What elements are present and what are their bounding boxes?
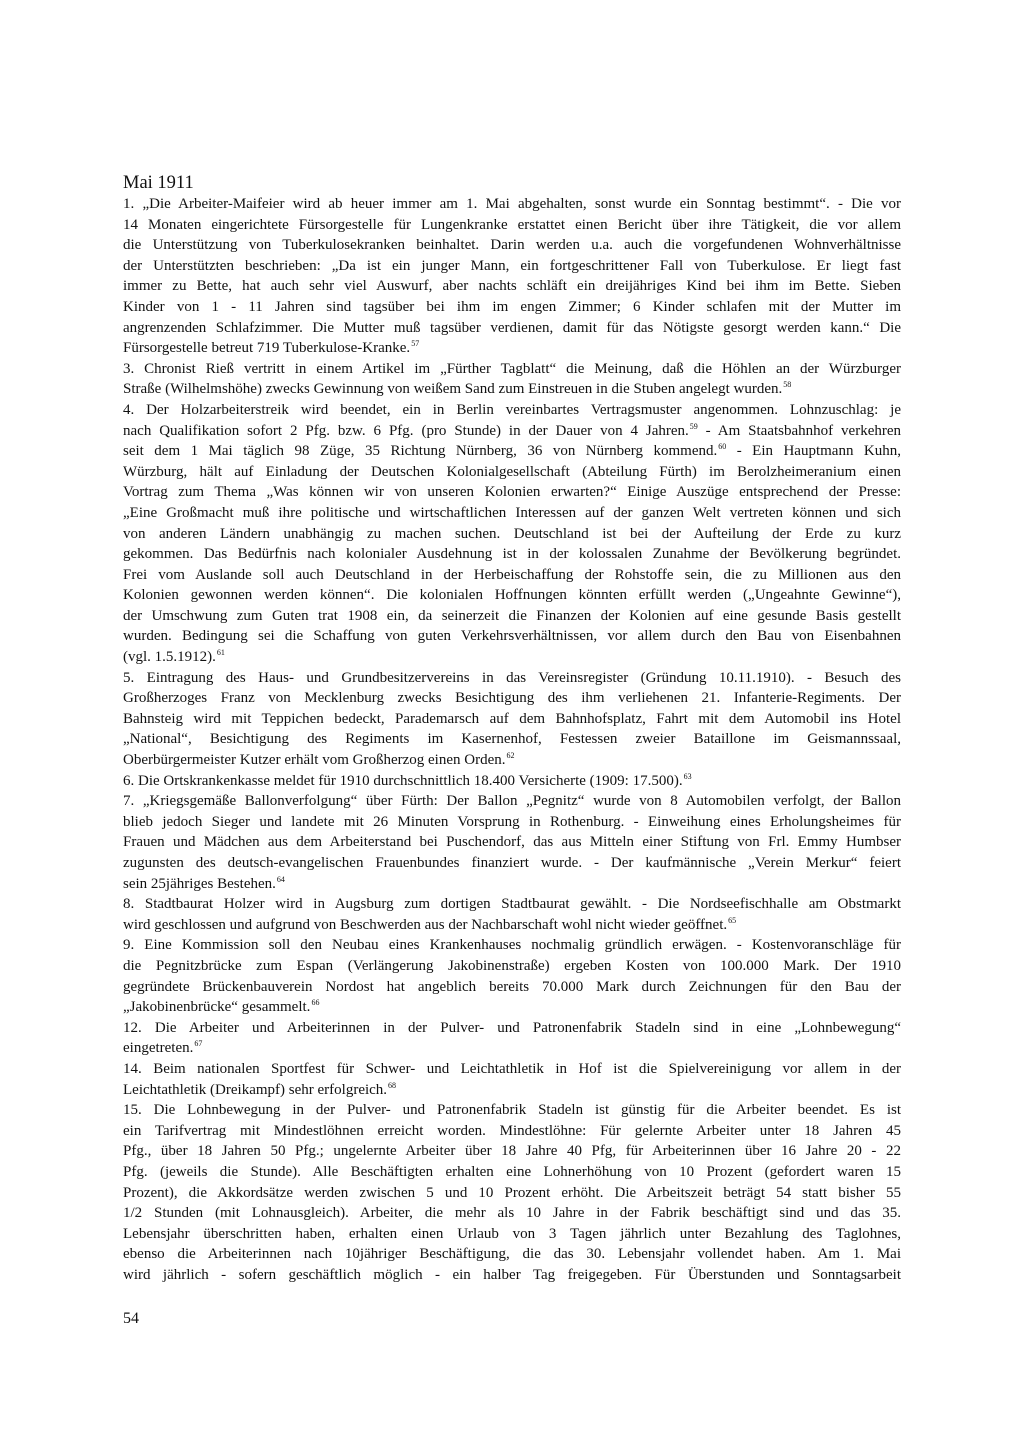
text-line	[123, 1183, 901, 1204]
text-line	[123, 338, 901, 359]
text-line	[123, 503, 901, 524]
text-segment: 15. Die Lohnbewegung in der Pulver- und Patronenfabrik Stadeln ist günstig für die Arbeiter beendet. Es ist	[123, 1102, 901, 1119]
entry-paragraph	[123, 791, 901, 894]
text-segment: angrenzenden Schlafzimmer. Die Mutter muß tagsüber verdienen, damit für das Nötigste gesorgt werden kann.“ Die	[123, 319, 901, 336]
text-line	[123, 544, 901, 565]
text-segment: blieb jedoch Sieger und landete mit 26 Minuten Vorsprung in Rothenburg. - Einweihung eines Erholungsheimes für	[123, 813, 901, 830]
text-line	[123, 482, 901, 503]
footnote-marker: 65	[728, 915, 737, 925]
footnote-marker: 58	[783, 380, 792, 390]
text-line	[123, 297, 901, 318]
footnote-marker: 60	[718, 442, 727, 452]
text-line	[123, 874, 901, 895]
text-line	[123, 750, 901, 771]
text-segment: die Pegnitzbrücke zum Espan (Verlängerung Jakobinenstraße) ergeben Kosten von 100.000 Mark. Der 1910	[123, 957, 901, 974]
footnote-marker: 68	[388, 1080, 397, 1090]
text-segment: 9. Eine Kommission soll den Neubau eines Krankenhauses nochmalig gründlich erwägen. - Kostenvoranschläge für	[123, 937, 901, 954]
text-segment: Frauen und Mädchen aus dem Arbeiterstand bei Puschendorf, das aus Mitteln einer Stiftung von Frl. Emmy Humbser	[123, 834, 901, 851]
text-line	[123, 791, 901, 812]
footnote-marker: 66	[311, 998, 320, 1008]
text-segment: die Unterstützung von Tuberkulosekranken beinhaltet. Darin werden u.a. auch die vorgefundenen Wohnverhältnisse	[123, 237, 901, 254]
text-line	[123, 359, 901, 380]
footnote-marker: 59	[689, 421, 698, 431]
text-line	[123, 585, 901, 606]
entry-paragraph	[123, 194, 901, 359]
footnote-marker: 57	[411, 339, 420, 349]
entry-paragraph	[123, 935, 901, 1017]
text-segment: 6. Die Ortskrankenkasse meldet für 1910 durchschnittlich 18.400 Versicherte (1909: 17.500).	[123, 772, 683, 789]
document-page	[123, 172, 901, 1285]
text-line	[123, 235, 901, 256]
text-segment: eingetreten.	[123, 1040, 194, 1057]
text-segment: (vgl. 1.5.1912).	[123, 649, 216, 666]
text-segment: Oberbürgermeister Kutzer erhält vom Großherzog einen Orden.	[123, 752, 506, 769]
text-line	[123, 565, 901, 586]
text-line	[123, 421, 901, 442]
text-line	[123, 1141, 901, 1162]
text-segment: - Am Staatsbahnhof verkehren	[697, 422, 902, 439]
text-line	[123, 215, 901, 236]
entry-paragraph	[123, 400, 901, 668]
text-segment: seit dem 1 Mai täglich 98 Züge, 35 Richtung Nürnberg, 36 von Nürnberg kommend.	[123, 443, 718, 460]
text-segment: ebenso die Arbeiterinnen nach 10jähriger Beschäftigung, die das 30. Lebensjahr vollendet haben. Am 1. Mai	[123, 1246, 901, 1263]
text-line	[123, 1100, 901, 1121]
text-line	[123, 729, 901, 750]
entry-paragraph	[123, 1100, 901, 1285]
footnote-marker: 67	[194, 1039, 203, 1049]
text-line	[123, 935, 901, 956]
entry-paragraph	[123, 894, 901, 935]
text-line	[123, 1244, 901, 1265]
text-line	[123, 606, 901, 627]
text-line	[123, 626, 901, 647]
text-segment: 1. „Die Arbeiter-Maifeier wird ab heuer immer am 1. Mai abgehalten, sonst wurde ein Sonntag bestimmt“. - Die vor	[123, 196, 901, 212]
text-segment: Prozent), die Akkordsätze werden zwischen 5 und 10 Prozent erhöht. Die Arbeitszeit beträgt 54 statt bisher 55	[123, 1184, 901, 1201]
text-segment: Großherzoges Franz von Mecklenburg zwecks Besichtigung des ihm verliehenen 21. Infanterie-Regiments. Der	[123, 690, 901, 707]
text-line	[123, 1224, 901, 1245]
footnote-marker: 62	[506, 751, 515, 761]
text-line	[123, 1059, 901, 1080]
entry-paragraph	[123, 359, 901, 400]
text-segment: wurden. Bedingung sei die Schaffung von guten Verkehrsverhältnissen, vor allem durch den Bau von Eisenbahnen	[123, 628, 901, 645]
text-line	[123, 1121, 901, 1142]
text-line	[123, 194, 901, 215]
text-line	[123, 524, 901, 545]
text-segment: 5. Eintragung des Haus- und Grundbesitzervereins in das Vereinsregister (Gründung 10.11.1910). - Besuch des	[123, 669, 901, 686]
text-segment: Kolonien gewonnen werden können“. Die kolonialen Hoffnungen könnten erfüllt werden („Ungeahnte Gewinne“),	[123, 587, 901, 604]
text-segment: gegründete Brückenbauverein Nordost hat angeblich bereits 70.000 Mark durch Zeichnungen für den Bau der	[123, 978, 901, 995]
text-line	[123, 997, 901, 1018]
text-segment: Straße (Wilhelmshöhe) zwecks Gewinnung von weißem Sand zum Einstreuen in die Stuben angelegt wurden.	[123, 381, 783, 398]
text-segment: 8. Stadtbaurat Holzer wird in Augsburg zum dortigen Stadtbaurat gewählt. - Die Nordseefischhalle am Obstmarkt	[123, 896, 901, 913]
text-segment: Fürsorgestelle betreut 719 Tuberkulose-Kranke.	[123, 340, 411, 357]
text-line	[123, 977, 901, 998]
entry-paragraph	[123, 771, 901, 792]
entry-paragraph	[123, 1018, 901, 1059]
text-segment: 4. Der Holzarbeiterstreik wird beendet, ein in Berlin vereinbartes Vertragsmuster angenommen. Lohnzuschlag: je	[123, 401, 901, 418]
text-segment: nach Qualifikation sofort 2 Pfg. bzw. 6 Pfg. (pro Stunde) in der Dauer von 4 Jahren.	[123, 422, 689, 439]
text-segment: Lebensjahr überschritten haben, erhalten einen Urlaub von 3 Tagen jährlich unter Bezahlung des Taglohnes,	[123, 1225, 901, 1242]
entry-paragraph	[123, 668, 901, 771]
text-segment: zugunsten des deutsch-evangelischen Frauenbundes finanziert wurde. - Der kaufmännische „Verein Merkur“ feiert	[123, 855, 901, 871]
text-line	[123, 318, 901, 339]
text-line	[123, 1080, 901, 1101]
footnote-marker: 61	[216, 648, 225, 658]
text-segment: Pfg., über 18 Jahren 50 Pfg.; ungelernte Arbeiter über 18 Jahre 40 Pfg, für Arbeiterinnen über 16 Jahre 20 - 22	[123, 1143, 901, 1160]
text-segment: 14. Beim nationalen Sportfest für Schwer- und Leichtathletik in Hof ist die Spielvereinigung vor allem in der	[123, 1060, 901, 1077]
text-segment: Pfg. (jeweils die Stunde). Alle Beschäftigten erhalten eine Lohnerhöhung von 10 Prozent (gefordert waren 15	[123, 1163, 901, 1180]
text-line	[123, 647, 901, 668]
text-segment: Kinder von 1 - 11 Jahren sind tagsüber bei ihm im engen Zimmer; 6 Kinder schlafen mit der Mutter im	[123, 298, 901, 315]
text-segment: 7. „Kriegsgemäße Ballonverfolgung“ über Fürth: Der Ballon „Pegnitz“ wurde von 8 Automobilen verfolgt, der Ballon	[123, 793, 901, 810]
text-line	[123, 894, 901, 915]
page-heading: Mai 1911	[123, 173, 194, 193]
text-line	[123, 1265, 901, 1286]
text-line	[123, 915, 901, 936]
text-segment: - Ein Hauptmann Kuhn,	[726, 443, 902, 460]
document-body	[123, 194, 901, 1285]
text-segment: „Jakobinenbrücke“ gesammelt.	[123, 999, 311, 1016]
text-segment: 14 Monaten eingerichtete Fürsorgestelle für Lungenkranke erstattet einen Bericht über ihre Tätigkeit, die vor allem	[123, 216, 901, 233]
text-line	[123, 853, 901, 874]
text-line	[123, 462, 901, 483]
text-line	[123, 256, 901, 277]
text-line	[123, 379, 901, 400]
text-line	[123, 1018, 901, 1039]
text-segment: von anderen Ländern unabhängig zu machen suchen. Deutschland ist bei der Aufteilung der Erde zu kurz	[123, 525, 901, 542]
text-line	[123, 1162, 901, 1183]
text-line	[123, 276, 901, 297]
text-segment: Frei vom Auslande soll auch Deutschland in der Herbeischaffung der Rohstoffe sein, die zu Millionen aus den	[123, 566, 901, 583]
text-segment: gekommen. Das Bedürfnis nach kolonialer Ausdehnung ist in der kolossalen Zunahme der Bevölkerung begründet.	[123, 546, 901, 563]
text-segment: 3. Chronist Rieß vertritt in einem Artikel im „Fürther Tagblatt“ die Meinung, daß die Höhlen an der Würzburger	[123, 360, 901, 377]
text-segment: Würzburg, hält auf Einladung der Deutschen Kolonialgesellschaft (Abteilung Fürth) im Berolzheimeranium einen	[123, 463, 901, 480]
text-line	[123, 400, 901, 421]
text-line	[123, 771, 901, 792]
text-line	[123, 709, 901, 730]
text-line	[123, 956, 901, 977]
footnote-marker: 64	[276, 874, 285, 884]
text-segment: „Eine Großmacht muß ihre politische und wirtschaftlichen Interessen auf der ganzen Welt vertreten können und sich	[123, 504, 901, 521]
page-number: 54	[123, 1310, 139, 1327]
text-line	[123, 1203, 901, 1224]
text-segment: sein 25jähriges Bestehen.	[123, 875, 276, 892]
text-line	[123, 1038, 901, 1059]
text-segment: immer zu Bette, hat auch sehr viel Auswurf, aber nachts schläft ein dreijähriges Kind bei ihm im Bette. Sieben	[123, 278, 901, 295]
text-segment: 1/2 Stunden (mit Lohnausgleich). Arbeiter, die mehr als 10 Jahre in der Fabrik beschäftigt sind und das 35.	[123, 1205, 901, 1222]
text-segment: ein Tarifvertrag mit Mindestlöhnen erreicht worden. Mindestlöhne: Für gelernte Arbeiter unter 18 Jahren 45	[123, 1122, 901, 1139]
text-line	[123, 668, 901, 689]
text-segment: Bahnsteig wird mit Teppichen bedeckt, Parademarsch auf dem Bahnhofsplatz, Fahrt mit dem Automobil ins Hotel	[123, 710, 901, 727]
text-line	[123, 688, 901, 709]
text-line	[123, 832, 901, 853]
text-segment: der Umschwung zum Guten trat 1908 ein, da seinerzeit die Finanzen der Kolonien auf eine gesunde Basis gestellt	[123, 607, 901, 624]
text-segment: der Unterstützten beschrieben: „Da ist ein junger Mann, ein fortgeschrittener Fall von Tuberkulose. Er liegt fast	[123, 257, 901, 274]
entry-paragraph	[123, 1059, 901, 1100]
text-segment: Leichtathletik (Dreikampf) sehr erfolgreich.	[123, 1081, 388, 1098]
text-line	[123, 812, 901, 833]
text-segment: Vortrag zum Thema „Was können wir von unseren Kolonien erwarten?“ Einige Auszüge entsprechend der Presse:	[123, 484, 901, 501]
text-segment: „National“, Besichtigung des Regiments im Kasernenhof, Festessen zweier Bataillone im Geismannssaal,	[123, 731, 901, 748]
text-line	[123, 441, 901, 462]
footnote-marker: 63	[683, 771, 692, 781]
text-segment: wird geschlossen und aufgrund von Beschwerden aus der Nachbarschaft wohl nicht wieder geöffnet.	[123, 916, 728, 933]
text-segment: wird jährlich - sofern geschäftlich möglich - ein halber Tag freigegeben. Für Überstunden und Sonntagsarbeit	[123, 1266, 901, 1283]
text-segment: 12. Die Arbeiter und Arbeiterinnen in der Pulver- und Patronenfabrik Stadeln sind in eine „Lohnbewegung“	[123, 1019, 901, 1036]
